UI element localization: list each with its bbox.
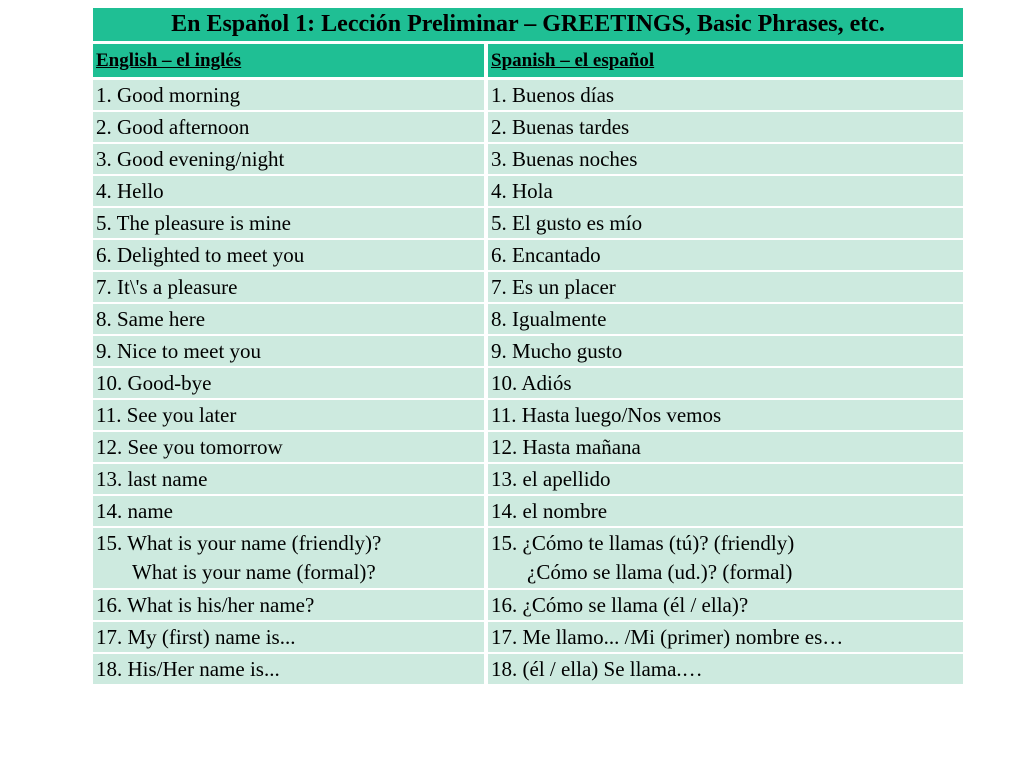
spanish-cell-text: 5. El gusto es mío: [491, 210, 643, 235]
english-cell: [93, 80, 488, 112]
english-cell: [93, 590, 488, 622]
english-cell-text: 2. Good afternoon: [96, 114, 250, 139]
spanish-cell: [488, 496, 963, 528]
spanish-cell: [488, 590, 963, 622]
english-cell-text: 14. name: [96, 498, 173, 523]
english-cell: [93, 400, 488, 432]
spanish-cell-text: 13. el apellido: [491, 466, 611, 491]
table-row: [93, 464, 963, 496]
spanish-cell-text: 1. Buenos días: [491, 82, 615, 107]
spanish-cell-text: 15. ¿Cómo te llamas (tú)? (friendly): [491, 531, 795, 555]
spanish-cell-text: 3. Buenas noches: [491, 146, 638, 171]
english-cell-text: 7. It\'s a pleasure: [96, 274, 238, 299]
english-cell-text: 5. The pleasure is mine: [96, 210, 291, 235]
header-row: [93, 44, 963, 80]
spanish-cell: [488, 208, 963, 240]
spanish-cell-text: 11. Hasta luego/Nos vemos: [491, 402, 722, 427]
spanish-cell: [488, 400, 963, 432]
spanish-cell: [488, 654, 963, 686]
spanish-cell: [488, 304, 963, 336]
header-spanish: Spanish – el español: [488, 44, 963, 80]
english-cell-text: 9. Nice to meet you: [96, 338, 262, 363]
table-row: [93, 654, 963, 686]
spanish-cell: [488, 176, 963, 208]
spanish-cell: [488, 622, 963, 654]
table-row: [93, 80, 963, 112]
english-cell: [93, 208, 488, 240]
vocabulary-table: [93, 8, 963, 686]
spanish-cell-text: 4. Hola: [491, 178, 553, 203]
spanish-cell-text: 14. el nombre: [491, 498, 608, 523]
spanish-cell-text: 17. Me llamo... /Mi (primer) nombre es…: [491, 624, 844, 649]
english-cell: [93, 272, 488, 304]
english-cell: [93, 240, 488, 272]
table-row: [93, 368, 963, 400]
english-cell-text: 6. Delighted to meet you: [96, 242, 305, 267]
english-cell-text: 11. See you later: [96, 402, 237, 427]
spanish-cell-text: 9. Mucho gusto: [491, 338, 623, 363]
english-cell-text: 1. Good morning: [96, 82, 241, 107]
spanish-cell-text: 16. ¿Cómo se llama (él / ella)?: [491, 592, 749, 617]
table-row: [93, 240, 963, 272]
spanish-cell-text: 2. Buenas tardes: [491, 114, 630, 139]
spanish-cell: [488, 336, 963, 368]
spanish-cell-text: ¿Cómo se llama (ud.)? (formal): [527, 560, 793, 584]
english-cell-text: 18. His/Her name is...: [96, 656, 280, 681]
english-cell-text: 8. Same here: [96, 306, 206, 331]
table-title: En Español 1: Lección Preliminar – GREETINGS, Basic Phrases, etc.: [93, 8, 963, 44]
english-cell: [93, 464, 488, 496]
spanish-cell-text: 12. Hasta mañana: [491, 434, 641, 459]
english-cell: [93, 336, 488, 368]
spanish-cell: [488, 272, 963, 304]
english-cell-text: What is your name (formal)?: [132, 560, 376, 584]
header-english: English – el inglés: [93, 44, 488, 80]
spanish-cell-text: 7. Es un placer: [491, 274, 616, 299]
table-row: [93, 272, 963, 304]
spanish-cell: [488, 432, 963, 464]
english-cell: [93, 176, 488, 208]
spanish-cell: [488, 112, 963, 144]
spanish-cell: [488, 528, 963, 590]
table-row: [93, 400, 963, 432]
english-cell-text: 10. Good-bye: [96, 370, 212, 395]
english-cell: [93, 432, 488, 464]
spanish-cell-text: 10. Adiós: [491, 370, 572, 395]
table-row: [93, 496, 963, 528]
vocabulary-rows: [93, 80, 963, 686]
table-row: [93, 208, 963, 240]
table-row: [93, 144, 963, 176]
spanish-cell: [488, 240, 963, 272]
english-cell: [93, 112, 488, 144]
table-row: [93, 112, 963, 144]
english-cell: [93, 368, 488, 400]
title-row: [93, 8, 963, 44]
english-cell-text: 16. What is his/her name?: [96, 592, 315, 617]
spanish-cell: [488, 464, 963, 496]
table-row: [93, 304, 963, 336]
english-cell: [93, 528, 488, 590]
spanish-cell: [488, 80, 963, 112]
english-cell-text: 15. What is your name (friendly)?: [96, 531, 382, 555]
english-cell-text: 17. My (first) name is...: [96, 624, 296, 649]
spanish-cell: [488, 368, 963, 400]
table-row: [93, 622, 963, 654]
spanish-cell-text: 8. Igualmente: [491, 306, 607, 331]
english-cell-text: 13. last name: [96, 466, 208, 491]
spanish-cell: [488, 144, 963, 176]
english-cell-text: 12. See you tomorrow: [96, 434, 283, 459]
english-cell: [93, 144, 488, 176]
table-row: [93, 336, 963, 368]
english-cell: [93, 496, 488, 528]
english-cell: [93, 654, 488, 686]
english-cell: [93, 304, 488, 336]
english-cell-text: 4. Hello: [96, 178, 164, 203]
spanish-cell-text: 18. (él / ella) Se llama.…: [491, 656, 703, 681]
table-row: [93, 528, 963, 590]
table-row: [93, 590, 963, 622]
table-row: [93, 176, 963, 208]
english-cell: [93, 622, 488, 654]
english-cell-text: 3. Good evening/night: [96, 146, 285, 171]
spanish-cell-text: 6. Encantado: [491, 242, 601, 267]
table-row: [93, 432, 963, 464]
